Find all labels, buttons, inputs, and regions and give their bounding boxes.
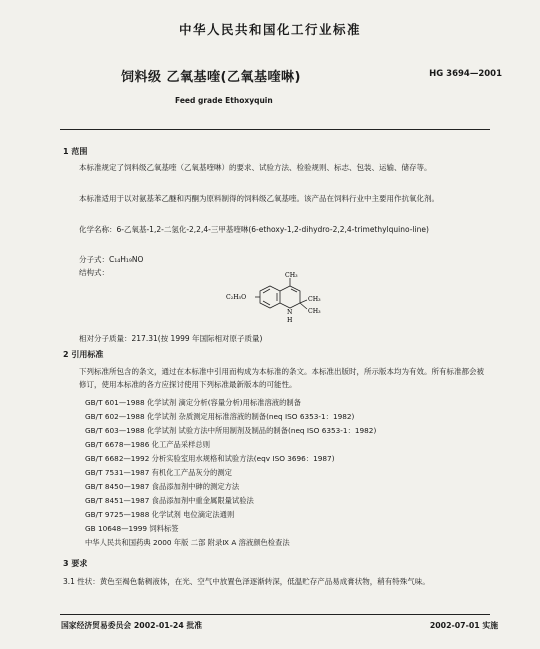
footer-divider [60,614,490,615]
standard-type-header: 中华人民共和国化工行业标准 [178,22,361,37]
section-3-heading: 3 要求 [63,559,88,568]
aromatic-double-bond-3 [263,301,270,305]
document-title: 饲料级 乙氧基喹(乙氧基喹啉) [121,70,301,85]
section-1-paragraph-applicability: 本标准适用于以对氨基苯乙醚和丙酮为原料制得的饲料级乙氧基喹。该产品在饲料行业中主要用作抗氧化剂。 [79,194,439,203]
english-title: Feed grade Ethoxyquin [175,96,273,105]
formula-value: C₁₄H₁₉NO [109,255,144,264]
formula-label: 分子式： [79,255,109,264]
reference-item: GB/T 6682—1992 分析实验室用水规格和试验方法(eqv ISO 3696：1987) [85,454,335,463]
ethoxy-label: C₂H₅O [226,294,247,301]
methyl-bond-right1 [300,300,307,303]
aromatic-double-bond-1 [263,289,270,293]
section-1-paragraph-scope: 本标准规定了饲料级乙氧基喹（乙氧基喹啉）的要求、试验方法、检验规则、标志、包装、运输、储存等。 [79,163,432,172]
nitrogen-label: N [287,309,293,316]
reference-item: GB/T 602—1988 化学试剂 杂质测定用标准溶液的制备(neq ISO 6353-1：1982) [85,412,355,421]
approval-line: 国家经济贸易委员会 2002-01-24 批准 [61,621,203,630]
methyl-top-label: CH₃ [285,272,298,279]
chemical-name: 化学名称：6-乙氧基-1,2-二氢化-2,2,4-三甲基喹啉(6-ethoxy-1,2-dihydro-2,2,4-trimethylquino-line) [79,225,429,234]
methyl-bond-right2 [300,303,307,309]
reference-item: GB/T 601—1988 化学试剂 滴定分析(容量分析)用标准溶液的制备 [85,398,301,407]
structure-label: 结构式： [79,268,109,277]
reference-item: GB/T 8450—1987 食品添加剂中砷的测定方法 [85,482,240,491]
section-3-paragraph: 3.1 性状：黄色至褐色黏稠液体，在光、空气中放置色泽逐渐转深，低温贮存产品易成膏状物，稍有特殊气味。 [63,577,430,586]
standard-code: HG 3694—2001 [429,69,502,79]
molecular-formula [79,253,143,266]
ring-bonds [255,278,307,309]
reference-item: GB 10648—1999 饲料标签 [85,524,179,533]
reference-item: GB/T 9725—1988 化学试剂 电位滴定法通则 [85,510,235,519]
section-2-heading: 2 引用标准 [63,350,104,359]
reference-item: 中华人民共和国药典 2000 年版 二部 附录Ⅸ A 溶液颜色检查法 [85,538,290,547]
reference-item: GB/T 603—1988 化学试剂 试验方法中所用制剂及制品的制备(neq ISO 6353-1：1982) [85,426,377,435]
hydrogen-label: H [287,317,293,324]
dihydro-ring [280,286,300,308]
header-divider [60,129,490,130]
reference-item: GB/T 7531—1987 有机化工产品灰分的测定 [85,468,232,477]
implementation-date: 2002-07-01 实施 [429,621,498,630]
methyl-right1-label: CH₃ [308,296,321,303]
reference-item: GB/T 6678—1986 化工产品采样总则 [85,440,211,449]
methyl-right2-label: CH₃ [308,308,321,315]
reference-item: GB/T 8451—1987 食品添加剂中重金属限量试验法 [85,496,254,505]
molecular-weight: 相对分子质量：217.31(按 1999 年国际相对原子质量) [79,334,263,343]
structural-formula [225,272,345,332]
section-1-heading: 1 范围 [63,147,88,156]
section-2-paragraph: 下列标准所包含的条文，通过在本标准中引用而构成为本标准的条文。本标准出版时，所示版本均为有效。所有标准都会被修订，使用本标准的各方应探讨使用下列标准最新版本的可能性。 [79,367,484,389]
